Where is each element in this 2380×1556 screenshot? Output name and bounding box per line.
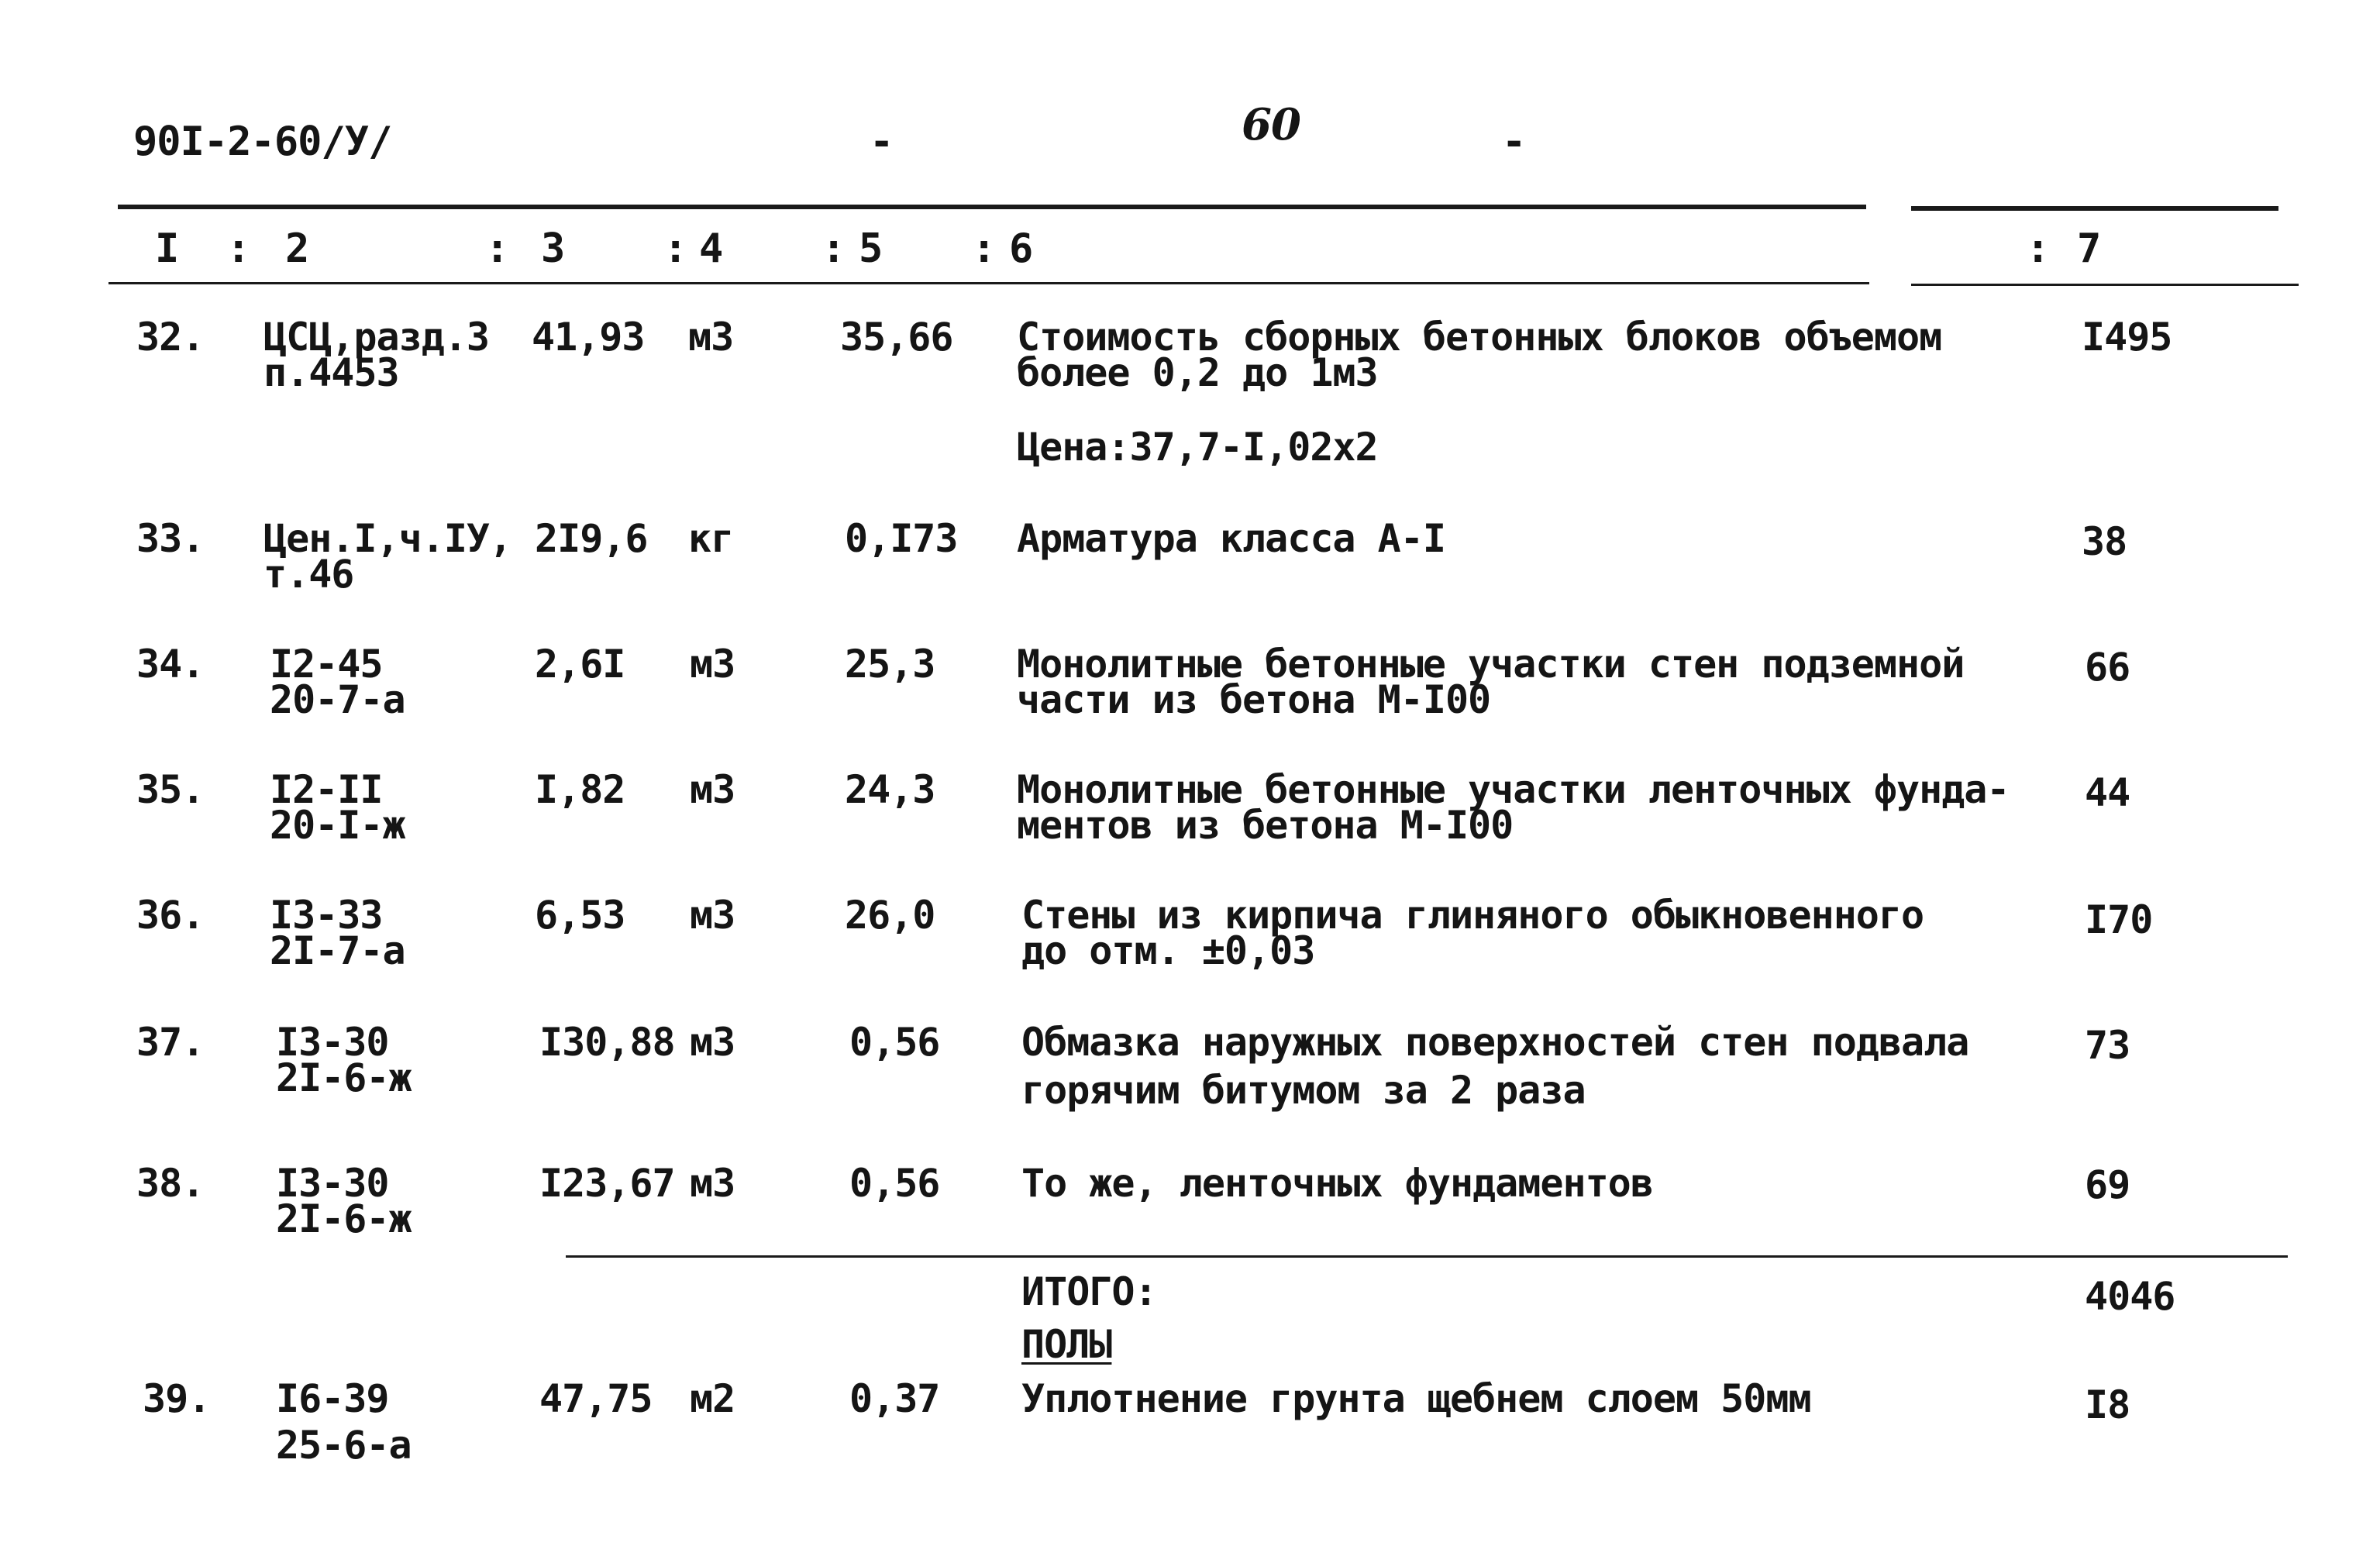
row-code: 2I-7-а (270, 928, 405, 973)
row-total: 44 (2085, 770, 2130, 815)
subtotal-rule (566, 1255, 2288, 1258)
row-number: 39. (143, 1376, 211, 1421)
row-code: ЦСЦ,разд.3 (263, 315, 490, 360)
row-description: Стены из кирпича глиняного обыкновенного (1021, 893, 1924, 938)
col-header-6: 6 (1009, 225, 1033, 272)
row-total: 38 (2082, 519, 2127, 564)
row-number: 36. (136, 893, 205, 938)
row-code: I2-45 (270, 642, 383, 687)
row-price-note: Цена:37,7-I,02х2 (1017, 425, 1378, 470)
row-unit: м3 (690, 893, 735, 938)
row-unit: м3 (690, 1020, 735, 1065)
row-code: I3-33 (270, 893, 383, 938)
row-quantity: 2I9,6 (535, 516, 648, 561)
row-description: до отм. ±0,03 (1021, 928, 1315, 973)
row-number: 37. (136, 1020, 205, 1065)
row-quantity: I30,88 (539, 1020, 675, 1065)
section-heading: ПОЛЫ (1021, 1322, 1112, 1367)
row-unit: м3 (690, 642, 735, 687)
row-code: 20-7-а (270, 677, 405, 722)
row-code: т.46 (263, 552, 354, 597)
row-unit-price: 0,56 (849, 1020, 940, 1065)
row-number: 34. (136, 642, 205, 687)
row-number: 38. (136, 1161, 205, 1206)
col-separator: : (2026, 225, 2050, 272)
row-unit-price: 0,I73 (845, 516, 958, 561)
row-description: То же, ленточных фундаментов (1021, 1161, 1653, 1206)
row-description: Уплотнение грунта щебнем слоем 50мм (1021, 1376, 1811, 1421)
row-code: I3-30 (276, 1020, 389, 1065)
row-unit-price: 25,3 (845, 642, 935, 687)
row-unit-price: 35,66 (840, 315, 953, 360)
row-unit: м2 (690, 1376, 735, 1421)
row-quantity: 6,53 (535, 893, 625, 938)
row-description: ментов из бетона М-I00 (1017, 803, 1514, 848)
row-description: Обмазка наружных поверхностей стен подвала (1021, 1020, 1969, 1065)
document-code: 90I-2-60/У/ (133, 119, 392, 165)
row-unit: кг (688, 516, 734, 561)
top-rule-right (1911, 206, 2278, 211)
row-number: 35. (136, 767, 205, 812)
col-header-3: 3 (541, 225, 565, 272)
header-dash-right: - (1502, 119, 1526, 165)
top-rule-left (118, 205, 1866, 209)
row-unit: м3 (688, 315, 734, 360)
row-total: I70 (2085, 897, 2153, 942)
row-description: Арматура класса А-I (1017, 516, 1445, 561)
row-description: Стоимость сборных бетонных блоков объемом (1017, 315, 1942, 360)
row-total: 66 (2085, 645, 2130, 690)
row-unit-price: 26,0 (845, 893, 935, 938)
row-code: Цен.I,ч.IУ, (263, 516, 512, 561)
row-code: 2I-6-ж (276, 1196, 412, 1241)
col-separator: : (663, 225, 687, 272)
header-dash-left: - (870, 119, 894, 165)
row-unit-price: 24,3 (845, 767, 935, 812)
row-code: 20-I-ж (270, 803, 405, 848)
col-separator: : (972, 225, 996, 272)
row-unit-price: 0,56 (849, 1161, 940, 1206)
row-quantity: 47,75 (539, 1376, 653, 1421)
row-unit-price: 0,37 (849, 1376, 940, 1421)
row-quantity: I,82 (535, 767, 625, 812)
col-header-5: 5 (859, 225, 883, 272)
col-header-1: I (155, 225, 179, 272)
row-code: I6-39 (276, 1376, 389, 1421)
row-quantity: 2,6I (535, 642, 625, 687)
col-separator: : (485, 225, 509, 272)
subtotal-value: 4046 (2085, 1274, 2175, 1319)
row-total: I495 (2082, 315, 2172, 360)
row-description: горячим битумом за 2 раза (1021, 1068, 1586, 1113)
row-quantity: 41,93 (532, 315, 645, 360)
row-description: части из бетона М-I00 (1017, 677, 1491, 722)
row-description: Монолитные бетонные участки стен подземной (1017, 642, 1965, 687)
row-unit: м3 (690, 1161, 735, 1206)
row-number: 33. (136, 516, 205, 561)
col-header-4: 4 (699, 225, 723, 272)
row-description: Монолитные бетонные участки ленточных фунда- (1017, 767, 2010, 812)
row-quantity: I23,67 (539, 1161, 675, 1206)
row-code: 25-6-а (276, 1423, 412, 1468)
row-code: I2-II (270, 767, 383, 812)
col-separator: : (821, 225, 846, 272)
col-separator: : (226, 225, 250, 272)
row-number: 32. (136, 315, 205, 360)
col-header-7: 7 (2077, 225, 2101, 272)
row-code: I3-30 (276, 1161, 389, 1206)
header-rule-right (1911, 284, 2299, 286)
row-total: 69 (2085, 1162, 2130, 1207)
header-rule-left (108, 282, 1869, 284)
page-number: 60 (1242, 99, 1300, 150)
row-total: 73 (2085, 1023, 2130, 1068)
col-header-2: 2 (285, 225, 309, 272)
subtotal-label: ИТОГО: (1021, 1269, 1157, 1314)
row-code: 2I-6-ж (276, 1055, 412, 1100)
row-total: I8 (2085, 1382, 2130, 1427)
row-code: п.4453 (263, 350, 399, 395)
row-unit: м3 (690, 767, 735, 812)
row-description: более 0,2 до 1м3 (1017, 350, 1378, 395)
